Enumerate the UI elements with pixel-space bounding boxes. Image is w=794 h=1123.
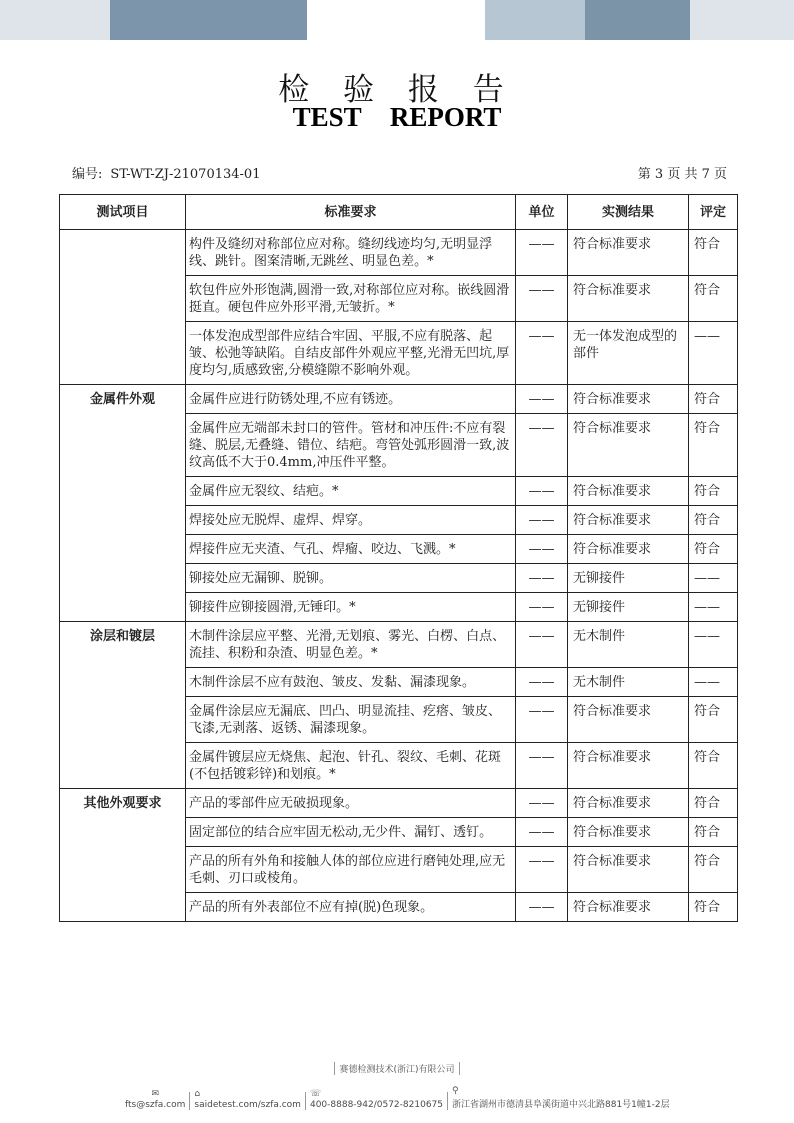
header-band-6 bbox=[690, 0, 794, 40]
cell-result: 无一体发泡成型的部件 bbox=[568, 322, 689, 385]
cell-requirement: 产品的所有外角和接触人体的部位应进行磨钝处理,应无毛刺、刃口或棱角。 bbox=[186, 847, 516, 893]
cell-requirement: 构件及缝纫对称部位应对称。缝纫线迹均匀,无明显浮线、跳针。图案清晰,无跳丝、明显色差。* bbox=[186, 230, 516, 276]
cell-unit: —— bbox=[516, 414, 568, 477]
cell-unit: —— bbox=[516, 322, 568, 385]
cell-requirement: 木制件涂层不应有鼓泡、皱皮、发黏、漏漆现象。 bbox=[186, 668, 516, 697]
cell-result: 符合标准要求 bbox=[568, 385, 689, 414]
cell-rating: 符合 bbox=[689, 230, 738, 276]
table-row bbox=[60, 622, 738, 668]
cell-category: 金属件外观 bbox=[60, 385, 186, 622]
cell-result: 无铆接件 bbox=[568, 593, 689, 622]
table-row bbox=[60, 230, 738, 276]
cell-result: 符合标准要求 bbox=[568, 535, 689, 564]
cell-unit: —— bbox=[516, 668, 568, 697]
cell-rating: —— bbox=[689, 668, 738, 697]
footer-website-item bbox=[194, 1089, 301, 1110]
cell-rating: —— bbox=[689, 593, 738, 622]
cell-rating: —— bbox=[689, 622, 738, 668]
report-title-en: TEST REPORT bbox=[292, 102, 502, 132]
report-table bbox=[59, 194, 738, 922]
cell-result: 符合标准要求 bbox=[568, 697, 689, 743]
page-indicator: 第 3 页 共 7 页 bbox=[637, 167, 727, 182]
cell-requirement: 金属件应进行防锈处理,不应有锈迹。 bbox=[186, 385, 516, 414]
cell-unit: —— bbox=[516, 818, 568, 847]
table-row bbox=[60, 789, 738, 818]
cell-rating: 符合 bbox=[689, 847, 738, 893]
cell-result: 符合标准要求 bbox=[568, 506, 689, 535]
report-title-cn: 检 验 报 告 bbox=[278, 72, 516, 108]
cell-rating: 符合 bbox=[689, 818, 738, 847]
cell-unit: —— bbox=[516, 697, 568, 743]
cell-rating: 符合 bbox=[689, 893, 738, 922]
header-band-5 bbox=[585, 0, 690, 40]
cell-unit: —— bbox=[516, 477, 568, 506]
cell-rating: 符合 bbox=[689, 743, 738, 789]
cell-unit: —— bbox=[516, 230, 568, 276]
cell-result: 符合标准要求 bbox=[568, 789, 689, 818]
cell-result: 无铆接件 bbox=[568, 564, 689, 593]
cell-unit: —— bbox=[516, 789, 568, 818]
cell-requirement: 金属件应无裂纹、结疤。* bbox=[186, 477, 516, 506]
cell-rating: 符合 bbox=[689, 414, 738, 477]
cell-rating: 符合 bbox=[689, 789, 738, 818]
footer-divider bbox=[447, 1092, 448, 1110]
cell-requirement: 焊接件应无夹渣、气孔、焊瘤、咬边、飞溅。* bbox=[186, 535, 516, 564]
cell-unit: —— bbox=[516, 847, 568, 893]
cell-unit: —— bbox=[516, 564, 568, 593]
home-icon: ⌂ bbox=[194, 1089, 201, 1099]
cell-result: 符合标准要求 bbox=[568, 276, 689, 322]
header-band-2 bbox=[110, 0, 307, 40]
cell-requirement: 金属件镀层应无烧焦、起泡、针孔、裂纹、毛刺、花斑(不包括镀彩锌)和划痕。* bbox=[186, 743, 516, 789]
footer-divider bbox=[189, 1092, 190, 1110]
table-row bbox=[60, 385, 738, 414]
cell-rating: 符合 bbox=[689, 477, 738, 506]
cell-category bbox=[60, 230, 186, 385]
cell-requirement: 铆接件应铆接圆滑,无锤印。* bbox=[186, 593, 516, 622]
cell-result: 符合标准要求 bbox=[568, 893, 689, 922]
cell-result: 符合标准要求 bbox=[568, 743, 689, 789]
header-unit: 单位 bbox=[516, 195, 568, 230]
table-header-row bbox=[60, 195, 738, 230]
cell-unit: —— bbox=[516, 743, 568, 789]
cell-category: 其他外观要求 bbox=[60, 789, 186, 922]
report-number-label: 编号: bbox=[72, 167, 103, 182]
location-pin-icon: ⚲ bbox=[452, 1086, 459, 1096]
cell-rating: 符合 bbox=[689, 697, 738, 743]
cell-requirement: 铆接处应无漏铆、脱铆。 bbox=[186, 564, 516, 593]
cell-requirement: 金属件涂层应无漏底、凹凸、明显流挂、疙瘩、皱皮、飞漆,无剥落、返锈、漏漆现象。 bbox=[186, 697, 516, 743]
report-number-value: ST-WT-ZJ-21070134-01 bbox=[110, 167, 261, 182]
footer-address: 浙江省湖州市德清县阜溪街道中兴北路881号1幢1-2层 bbox=[452, 1100, 670, 1110]
cell-unit: —— bbox=[516, 893, 568, 922]
cell-unit: —— bbox=[516, 593, 568, 622]
footer-email-item bbox=[125, 1089, 185, 1110]
cell-result: 符合标准要求 bbox=[568, 847, 689, 893]
footer-phone-item bbox=[310, 1089, 443, 1110]
cell-requirement: 产品的所有外表部位不应有掉(脱)色现象。 bbox=[186, 893, 516, 922]
cell-result: 无木制件 bbox=[568, 668, 689, 697]
cell-result: 符合标准要求 bbox=[568, 818, 689, 847]
cell-unit: —— bbox=[516, 535, 568, 564]
cell-requirement: 木制件涂层应平整、光滑,无划痕、雾光、白楞、白点、流挂、积粉和杂渣、明显色差。* bbox=[186, 622, 516, 668]
header-standard: 标准要求 bbox=[186, 195, 516, 230]
cell-result: 符合标准要求 bbox=[568, 230, 689, 276]
cell-rating: 符合 bbox=[689, 276, 738, 322]
header-test-item: 测试项目 bbox=[60, 195, 186, 230]
footer-company: 赛德检测技术(浙江)有限公司 bbox=[334, 1062, 459, 1075]
cell-result: 无木制件 bbox=[568, 622, 689, 668]
cell-result: 符合标准要求 bbox=[568, 414, 689, 477]
cell-unit: —— bbox=[516, 385, 568, 414]
cell-result: 符合标准要求 bbox=[568, 477, 689, 506]
footer-phone: 400-8888-942/0572-8210675 bbox=[309, 1100, 443, 1110]
cell-unit: —— bbox=[516, 622, 568, 668]
footer-website: saidetest.com/szfa.com bbox=[194, 1100, 301, 1110]
cell-rating: 符合 bbox=[689, 506, 738, 535]
mail-icon: ✉ bbox=[151, 1089, 159, 1099]
cell-rating: —— bbox=[689, 322, 738, 385]
cell-requirement: 固定部位的结合应牢固无松动,无少件、漏钉、透钉。 bbox=[186, 818, 516, 847]
cell-category: 涂层和镀层 bbox=[60, 622, 186, 789]
footer-divider bbox=[305, 1092, 306, 1110]
header-band-3 bbox=[307, 0, 485, 40]
footer-company-wrap bbox=[0, 1057, 794, 1076]
header-result: 实测结果 bbox=[568, 195, 689, 230]
cell-requirement: 软包件应外形饱满,圆滑一致,对称部位应对称。嵌线圆滑挺直。硬包件应外形平滑,无皱折。* bbox=[186, 276, 516, 322]
cell-rating: 符合 bbox=[689, 535, 738, 564]
footer-address-item bbox=[452, 1086, 670, 1110]
cell-unit: —— bbox=[516, 506, 568, 535]
header-band-1 bbox=[0, 0, 110, 40]
footer-email: fts@szfa.com bbox=[125, 1100, 186, 1110]
cell-requirement: 一体发泡成型部件应结合牢固、平服,不应有脱落、起皱、松弛等缺陷。自结皮部件外观应平整,光滑无凹坑,厚度均匀,质感致密,分模缝隙不影响外观。 bbox=[186, 322, 516, 385]
cell-rating: 符合 bbox=[689, 385, 738, 414]
header-rating: 评定 bbox=[689, 195, 738, 230]
header-band-4 bbox=[485, 0, 585, 40]
cell-requirement: 金属件应无端部未封口的管件。管材和冲压件:不应有裂缝、脱层,无叠缝、错位、结疤。弯管处弧形圆滑一致,波纹高低不大于0.4mm,冲压件平整。 bbox=[186, 414, 516, 477]
footer-contacts bbox=[125, 1086, 685, 1110]
cell-requirement: 产品的零部件应无破损现象。 bbox=[186, 789, 516, 818]
cell-requirement: 焊接处应无脱焊、虚焊、焊穿。 bbox=[186, 506, 516, 535]
phone-icon: ☏ bbox=[309, 1089, 322, 1099]
cell-unit: —— bbox=[516, 276, 568, 322]
report-number bbox=[72, 163, 260, 182]
cell-rating: —— bbox=[689, 564, 738, 593]
